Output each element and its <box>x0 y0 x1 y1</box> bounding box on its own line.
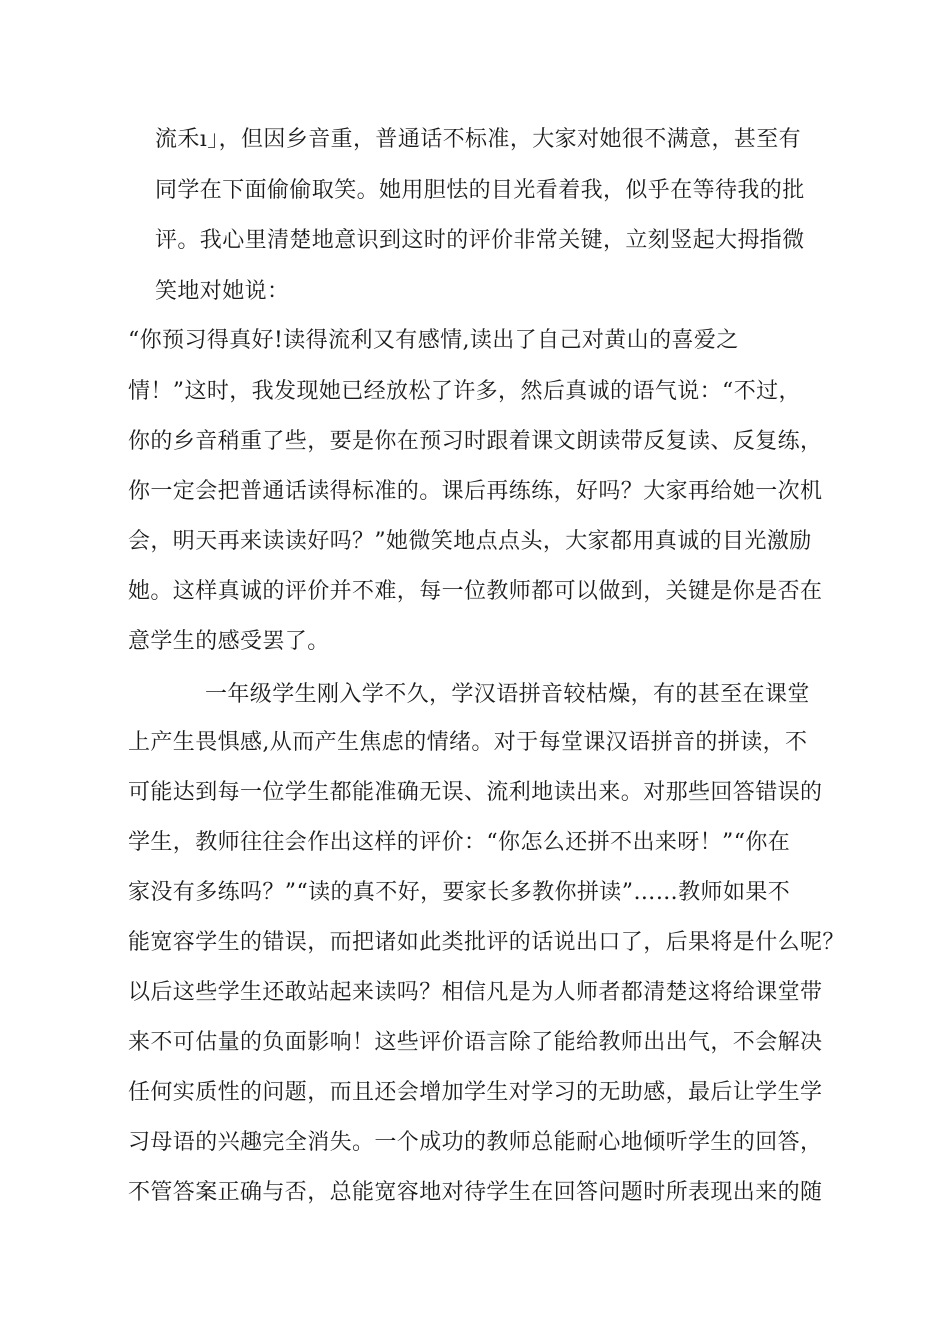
text-line: 评。我心里清楚地意识到这时的评价非常关键，立刻竖起大拇指微 <box>155 228 805 253</box>
text-line: 学生，教师往往会作出这样的评价：“你怎么还拼不出来呀！”“你在 <box>128 830 791 855</box>
text-line: 你一定会把普通话读得标准的。课后再练练，好吗？大家再给她一次机 <box>128 479 823 504</box>
text-line: 流禾ı」，但因乡音重，普通话不标准，大家对她很不满意，甚至有 <box>155 127 802 152</box>
text-line: 以后这些学生还敢站起来读吗？相信凡是为人师者都清楚这将给课堂带 <box>128 980 823 1005</box>
text-line: 会，明天再来读读好吗？”她微笑地点点头，大家都用真诚的目光激励 <box>128 529 812 554</box>
text-line: 来不可估量的负面影响！这些评价语言除了能给教师出出气，不会解决 <box>128 1030 823 1055</box>
text-line: 能宽容学生的错误，而把诸如此类批评的话说出口了，后果将是什么呢？ <box>128 930 845 955</box>
text-line: 一年级学生刚入学不久，学汉语拼音较枯燥，有的甚至在课堂 <box>205 682 810 707</box>
text-line: 笑地对她说： <box>155 279 290 304</box>
text-line: 可能达到每一位学生都能准确无误、流利地读出来。对那些回答错误的 <box>128 780 823 805</box>
text-line: 习母语的兴趣完全消失。一个成功的教师总能耐心地倾听学生的回答， <box>128 1130 823 1155</box>
text-line: 情！”这时，我发现她已经放松了许多，然后真诚的语气说：“不过， <box>128 379 801 404</box>
text-line: 不管答案正确与否，总能宽容地对待学生在回答问题时所表现出来的随 <box>128 1180 823 1205</box>
text-line: 意学生的感受罢了。 <box>128 629 330 654</box>
text-line: “你预习得真好!读得流利又有感情,读出了自己对黄山的喜爱之 <box>128 328 739 353</box>
text-line: 家没有多练吗？”“读的真不好，要家长多教你拼读”……教师如果不 <box>128 880 791 905</box>
text-line: 任何实质性的问题，而且还会增加学生对学习的无助感，最后让学生学 <box>128 1080 823 1105</box>
text-line: 你的乡音稍重了些，要是你在预习时跟着课文朗读带反复读、反复练， <box>128 429 823 454</box>
text-line: 同学在下面偷偷取笑。她用胆怯的目光看着我，似乎在等待我的批 <box>155 178 805 203</box>
text-line: 她。这样真诚的评价并不难，每一位教师都可以做到，关键是你是否在 <box>128 579 823 604</box>
text-line: 上产生畏惧感,从而产生焦虑的情绪。对于每堂课汉语拼音的拼读，不 <box>128 730 808 755</box>
